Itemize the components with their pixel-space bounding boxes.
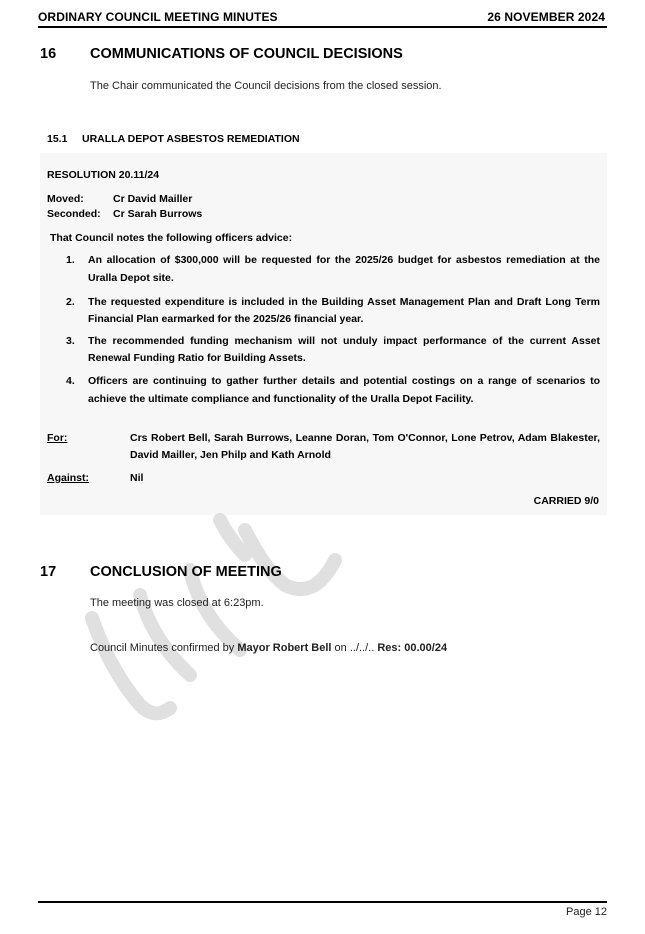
- list-item-number: 2.: [66, 296, 75, 308]
- resolution-list-item: [66, 372, 600, 408]
- watermark-graphic: [40, 500, 360, 730]
- moved-label: Moved:: [47, 193, 84, 205]
- list-item-text: The recommended funding mechanism will not unduly impact performance of the current Asset Renewal Funding Ratio for Building Assets.: [88, 335, 600, 364]
- document-header-date: 26 NOVEMBER 2024: [487, 10, 605, 24]
- moved-value: Cr David Mailler: [113, 193, 193, 205]
- confirmation-line: [90, 642, 447, 654]
- item-15-1-heading: [47, 133, 300, 145]
- resolution-intro: That Council notes the following officers advice:: [50, 232, 293, 244]
- section-16-title: COMMUNICATIONS OF COUNCIL DECISIONS: [90, 46, 403, 62]
- resolution-list-item: [66, 294, 600, 328]
- section-17-title: CONCLUSION OF MEETING: [90, 564, 282, 580]
- resolution-result: CARRIED 9/0: [533, 495, 599, 507]
- list-item-number: 3.: [66, 335, 75, 347]
- confirmation-resolution: Res: 00.00/24: [377, 642, 448, 654]
- list-item-text: An allocation of $300,000 will be requested for the 2025/26 budget for asbestos remediation at the Uralla Depot site.: [88, 254, 600, 284]
- for-text: Crs Robert Bell, Sarah Burrows, Leanne Doran, Tom O'Connor, Lone Petrov, Adam Blakester, David Mailler, Jen Philp and Kath Arnold: [130, 432, 600, 461]
- seconded-label: Seconded:: [47, 208, 101, 220]
- section-17-number: 17: [40, 564, 57, 580]
- for-label: For:: [47, 432, 68, 444]
- document-header-title: ORDINARY COUNCIL MEETING MINUTES: [38, 10, 278, 24]
- list-item-number: 1.: [66, 254, 75, 266]
- confirmation-date: on ../../..: [331, 642, 378, 654]
- page-number: Page 12: [566, 906, 607, 918]
- against-label: Against:: [47, 472, 89, 484]
- confirmation-prefix: Council Minutes confirmed by: [90, 642, 238, 654]
- confirmation-mayor: Mayor Robert Bell: [237, 642, 332, 654]
- footer-divider: [38, 901, 607, 903]
- section-17-body: The meeting was closed at 6:23pm.: [90, 597, 264, 609]
- against-text: Nil: [130, 472, 144, 484]
- section-16-body: The Chair communicated the Council decisions from the closed session.: [90, 80, 442, 92]
- resolution-list-item: [66, 333, 600, 367]
- resolution-heading: RESOLUTION 20.11/24: [47, 169, 160, 181]
- section-16-number: 16: [40, 46, 57, 62]
- watermark-stroke: [190, 570, 240, 650]
- resolution-list-item: [66, 251, 600, 287]
- item-15-1-title: URALLA DEPOT ASBESTOS REMEDIATION: [82, 133, 300, 145]
- watermark-stroke: [245, 530, 335, 589]
- item-15-1-number: 15.1: [47, 133, 68, 145]
- list-item-text: Officers are continuing to gather further details and potential costings on a range of scenarios to achieve the ultimate compliance and functionality of the Uralla Depot Facility.: [88, 375, 600, 405]
- seconded-value: Cr Sarah Burrows: [113, 208, 203, 220]
- list-item-number: 4.: [66, 375, 75, 387]
- list-item-text: The requested expenditure is included in the Building Asset Management Plan and Draft Long Term Financial Plan earmarked for the 2025/26 financial year.: [88, 296, 600, 325]
- header-divider: [38, 26, 607, 28]
